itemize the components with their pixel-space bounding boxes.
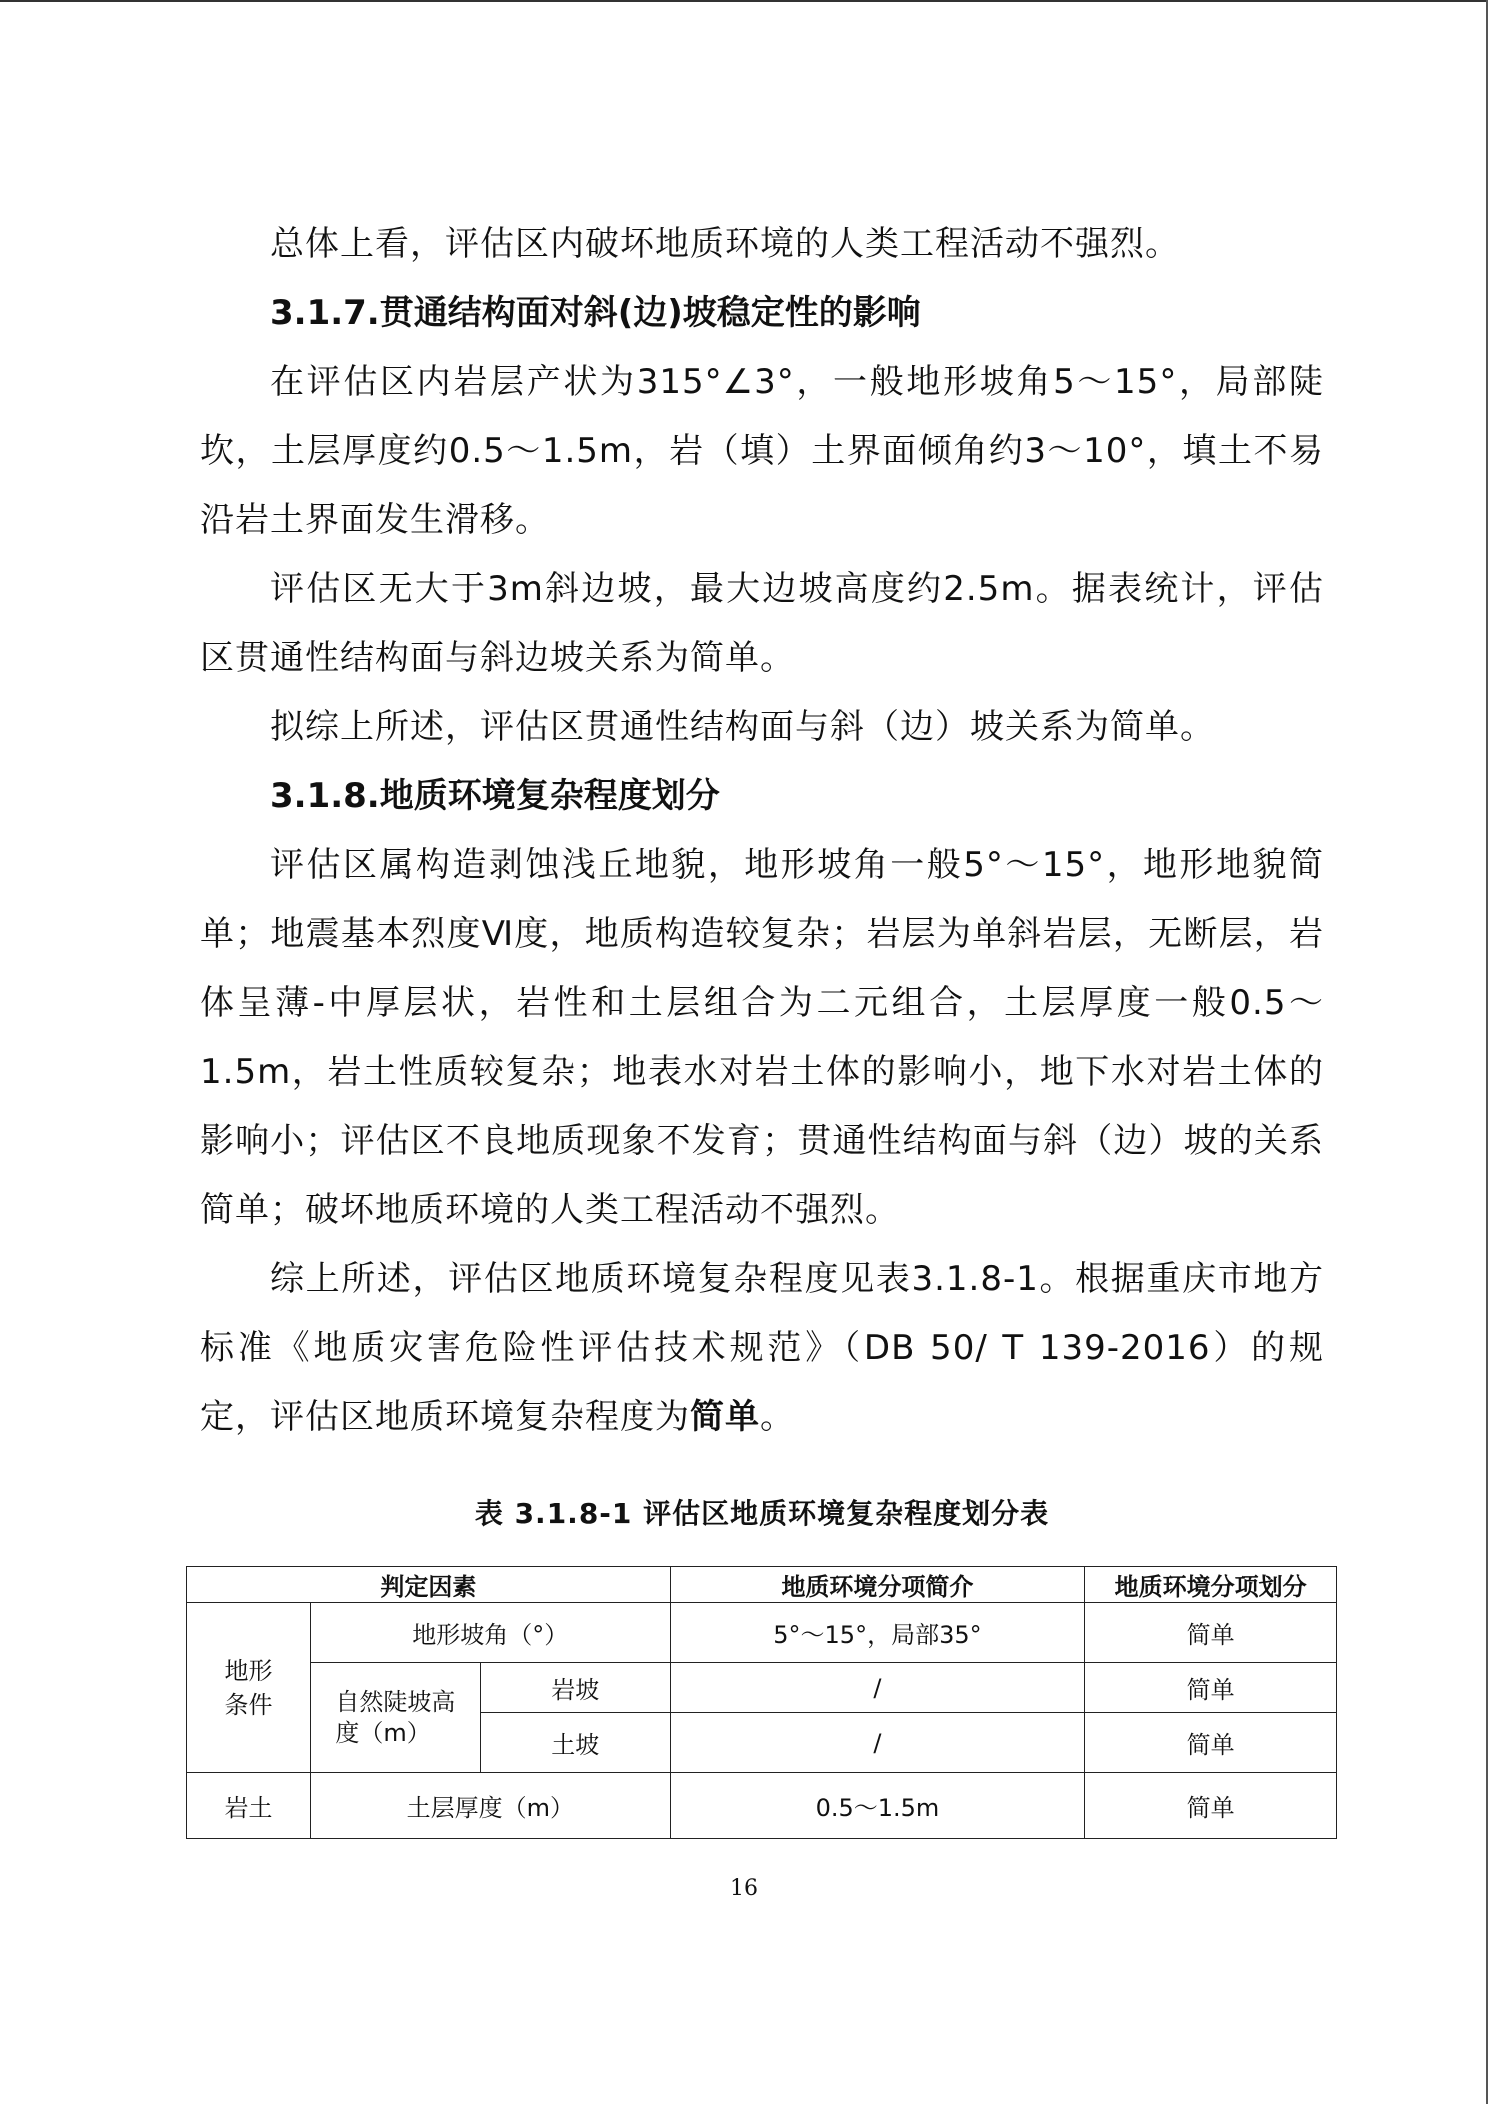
cell-factor: 岩坡	[480, 1663, 670, 1713]
heading-3-1-8: 3.1.8.地质环境复杂程度划分	[270, 776, 720, 816]
cell-factor: 土坡	[480, 1713, 670, 1773]
cell-description: /	[670, 1713, 1085, 1773]
cell-factor: 土层厚度（m）	[310, 1773, 670, 1839]
conclusion-result: 简单	[690, 1397, 760, 1437]
conclusion-period: 。	[760, 1397, 795, 1437]
cell-grade: 简单	[1085, 1773, 1337, 1839]
cell-grade: 简单	[1085, 1713, 1337, 1773]
paragraph-slope-height: 评估区无大于3m斜边坡，最大边坡高度约2.5m。据表统计，评估区贯通性结构面与斜边坡关系为简单。	[200, 569, 1324, 678]
header-grade: 地质环境分项划分	[1085, 1567, 1337, 1603]
table-row	[187, 1773, 1337, 1839]
page-number: 16	[730, 1876, 758, 1901]
table-row	[187, 1663, 1337, 1713]
group-rock-soil: 岩土	[187, 1773, 311, 1839]
paragraph-geology-summary: 评估区属构造剥蚀浅丘地貌，地形坡角一般5°～15°，地形地貌简单；地震基本烈度Ⅵ度，地质构造较复杂；岩层为单斜岩层，无断层，岩体呈薄-中厚层状，岩性和土层组合为二元组合，土层厚度一般0.5～1.5m，岩土性质较复杂；地表水对岩土体的影响小，地下水对岩土体的影响小；评估区不良地质现象不发育；贯通性结构面与斜（边）坡的关系简单；破坏地质环境的人类工程活动不强烈。	[200, 845, 1324, 1230]
table-header-row	[187, 1567, 1337, 1603]
group-terrain-label: 地形条件	[224, 1656, 273, 1719]
table-caption: 表 3.1.8-1 评估区地质环境复杂程度划分表	[474, 1497, 1050, 1530]
cell-description: /	[670, 1663, 1085, 1713]
document-body	[200, 210, 1324, 1839]
cell-description: 0.5～1.5m	[670, 1773, 1085, 1839]
conclusion-text: 综上所述，评估区地质环境复杂程度见表3.1.8-1。根据重庆市地方标准《地质灾害危险性评估技术规范》（DB 50/ T 139-2016）的规定，评估区地质环境复杂程度为	[200, 1259, 1324, 1437]
table-row	[187, 1603, 1337, 1663]
subgroup-natural-slope-label: 自然陡坡高度（m）	[335, 1687, 456, 1747]
paragraph-conclusion-structure: 拟综上所述，评估区贯通性结构面与斜（边）坡关系为简单。	[270, 707, 1215, 747]
cell-factor: 地形坡角（°）	[310, 1603, 670, 1663]
paragraph-complexity-conclusion	[200, 1245, 1324, 1452]
cell-grade: 简单	[1085, 1603, 1337, 1663]
subgroup-natural-slope	[310, 1663, 480, 1773]
header-description: 地质环境分项简介	[670, 1567, 1085, 1603]
cell-grade: 简单	[1085, 1663, 1337, 1713]
paragraph-summary: 总体上看，评估区内破坏地质环境的人类工程活动不强烈。	[270, 224, 1180, 264]
header-factor: 判定因素	[187, 1567, 671, 1603]
cell-description: 5°～15°，局部35°	[670, 1603, 1085, 1663]
heading-3-1-7: 3.1.7.贯通结构面对斜(边)坡稳定性的影响	[270, 293, 921, 333]
paragraph-rock-attitude: 在评估区内岩层产状为315°∠3°，一般地形坡角5～15°，局部陡坎，土层厚度约0.5～1.5m，岩（填）土界面倾角约3～10°，填土不易沿岩土界面发生滑移。	[200, 362, 1325, 540]
group-terrain	[187, 1603, 311, 1773]
page-top-border	[0, 0, 1488, 2]
complexity-table	[186, 1566, 1337, 1839]
